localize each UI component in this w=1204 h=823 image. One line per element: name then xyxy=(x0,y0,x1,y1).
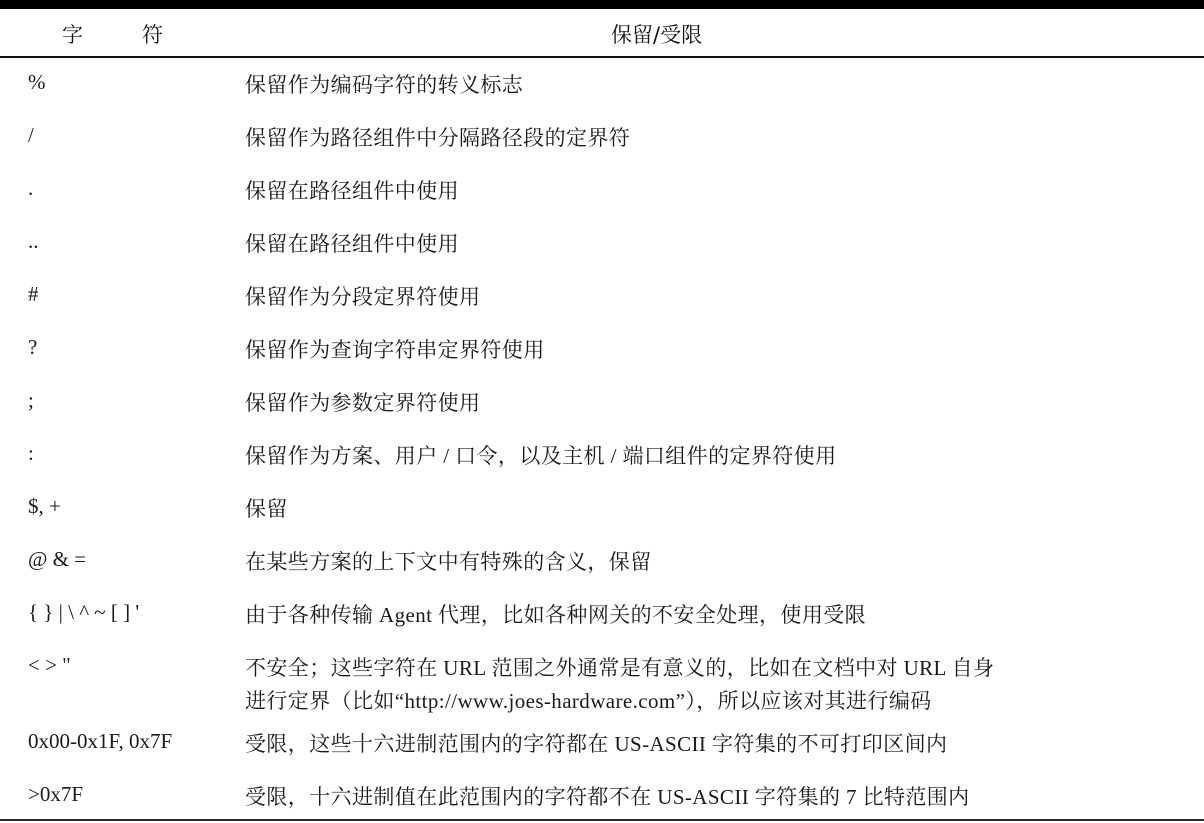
desc-cell xyxy=(245,728,1195,761)
bottom-border xyxy=(0,819,1204,821)
table-header xyxy=(0,9,1204,58)
desc-line: 受限，十六进制值在此范围内的字符都不在 US-ASCII 字符集的 7 比特范围内 xyxy=(245,785,970,809)
desc-line: 受限，这些十六进制范围内的字符都在 US-ASCII 字符集的不可打印区间内 xyxy=(245,732,948,756)
char-cell: ; xyxy=(28,388,34,412)
table-row xyxy=(0,58,1204,111)
desc-cell xyxy=(245,334,1195,367)
char-cell: .. xyxy=(28,229,39,253)
desc-line: 保留 xyxy=(245,497,288,521)
char-cell: / xyxy=(28,123,34,147)
desc-line: 保留作为分段定界符使用 xyxy=(245,285,481,309)
desc-line: 保留作为编码字符的转义标志 xyxy=(245,73,524,97)
table-row xyxy=(0,717,1204,770)
desc-cell xyxy=(245,228,1195,261)
table-row xyxy=(0,588,1204,641)
char-cell: { } | \ ^ ~ [ ] ' xyxy=(28,600,140,624)
table-row xyxy=(0,323,1204,376)
table-row xyxy=(0,217,1204,270)
table-row xyxy=(0,270,1204,323)
table-row xyxy=(0,111,1204,164)
desc-line: 保留作为参数定界符使用 xyxy=(245,391,481,415)
char-cell: % xyxy=(28,70,46,94)
desc-line: 保留作为查询字符串定界符使用 xyxy=(245,338,545,362)
desc-line: 在某些方案的上下文中有特殊的含义，保留 xyxy=(245,550,652,574)
desc-cell xyxy=(245,69,1195,102)
char-cell: >0x7F xyxy=(28,782,84,806)
desc-line: 保留作为路径组件中分隔路径段的定界符 xyxy=(245,126,631,150)
table-row xyxy=(0,164,1204,217)
desc-cell xyxy=(245,281,1195,314)
desc-line: 不安全；这些字符在 URL 范围之外通常是有意义的，比如在文档中对 URL 自身 xyxy=(245,656,995,680)
desc-cell xyxy=(245,387,1195,420)
desc-cell xyxy=(245,781,1195,814)
char-cell: 0x00-0x1F, 0x7F xyxy=(28,729,173,753)
char-cell: # xyxy=(28,282,39,306)
char-cell: . xyxy=(28,176,34,200)
header-char-b: 符 xyxy=(142,23,163,47)
header-char-a: 字 xyxy=(62,23,83,47)
desc-cell xyxy=(245,599,1195,632)
table-row xyxy=(0,376,1204,429)
desc-line: 保留在路径组件中使用 xyxy=(245,232,459,256)
char-cell: ? xyxy=(28,335,38,359)
char-cell: < > " xyxy=(28,653,71,677)
header-desc: 保留/受限 xyxy=(611,23,703,47)
desc-cell xyxy=(245,493,1195,526)
table-body xyxy=(0,58,1204,823)
desc-cell xyxy=(245,175,1195,208)
desc-line: 保留作为方案、用户 / 口令，以及主机 / 端口组件的定界符使用 xyxy=(245,444,837,468)
desc-cell xyxy=(245,652,1195,718)
table-row xyxy=(0,535,1204,588)
desc-line: 进行定界（比如“http://www.joes-hardware.com”），所以应该对其进行编码 xyxy=(245,689,932,713)
table-row xyxy=(0,770,1204,823)
desc-cell xyxy=(245,122,1195,155)
table-row xyxy=(0,641,1204,717)
desc-line: 由于各种传输 Agent 代理，比如各种网关的不安全处理，使用受限 xyxy=(245,603,867,627)
desc-cell xyxy=(245,440,1195,473)
desc-cell xyxy=(245,546,1195,579)
top-border xyxy=(0,0,1204,9)
char-cell: @ & = xyxy=(28,547,87,571)
table-row xyxy=(0,482,1204,535)
desc-line: 保留在路径组件中使用 xyxy=(245,179,459,203)
table-row xyxy=(0,429,1204,482)
char-cell: $, + xyxy=(28,494,61,518)
reserved-characters-table xyxy=(0,9,1204,823)
char-cell: : xyxy=(28,441,34,465)
